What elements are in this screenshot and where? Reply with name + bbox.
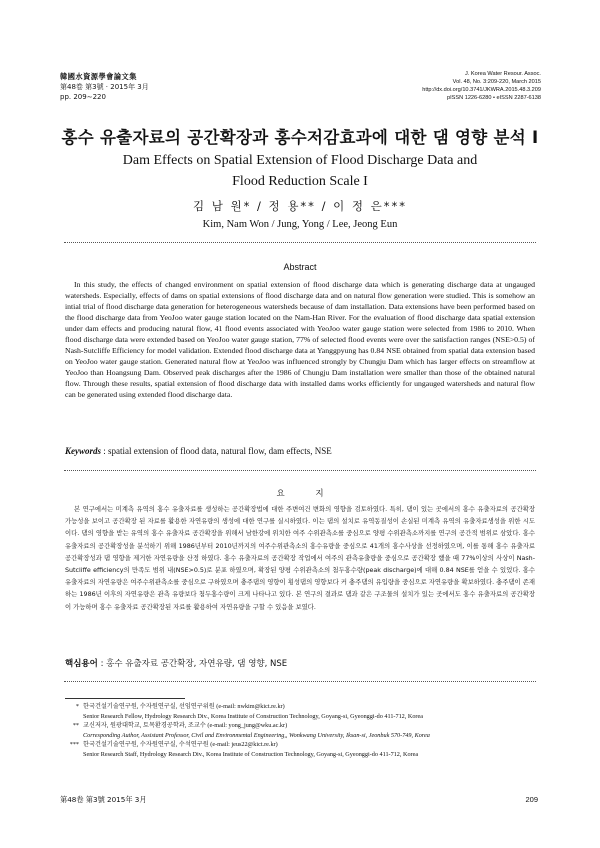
doi-link[interactable]: http://dx.doi.org/10.3741/JKWRA.2015.48.3.209 bbox=[422, 87, 541, 93]
footnote-1-english: Senior Research Fellow, Hydrology Research Div., Korea Institute of Construction Technology, Goyang-si, Gyeonggi-do 411-712, Korea bbox=[83, 712, 423, 720]
keywords-list: spatial extension of flood data, natural flow, dam effects, NSE bbox=[108, 446, 332, 456]
footnote-2 bbox=[65, 721, 545, 731]
keywords-korean-list: 홍수 유출자료 공간확장, 자연유량, 댐 영향, NSE bbox=[106, 659, 288, 669]
title-english-line1: Dam Effects on Spatial Extension of Flood Discharge Data and bbox=[122, 153, 478, 168]
title-english-line2: Flood Reduction Scale I bbox=[232, 174, 368, 189]
footnote-1 bbox=[65, 702, 545, 712]
footnotes bbox=[65, 702, 545, 760]
yoji-body: 본 연구에서는 미계측 유역의 홍수 유출자료를 생성하는 공간확장법에 대한 주변여건 변화의 영향을 검토하였다. 특히, 댐이 있는 곳에서의 홍수 유출자료의 공간확장 가능성을 보이고 공간확장 된 자료를 활용한 자연유량의 생성에 대한 연구를 실시하였다. 이는 댐의 설치로 유역동질성이 손실된 미계측 유역의 유출자료생성을 위한 시도이다. 댐의 영향을 받는 유역의 홍수 유출자료 공간확장을 위해서 남한강에 위치한 여주 수위관측소를 중심으로 양평 수위관측소까지를 연구의 공간적 범위로 삼았다. 홍수 유출자료의 공간확장성을 분석하기 위해 1986년부터 2010년까지의 여주수위관측소의 홍수유량을 중심으로 41개의 홍수사상을 선정하였으며, 이를 통해 홍수 유출자료 공간확장성과 댐 영향을 제거한 자연유량을 산정 하였다. 홍수 유출자료의 공간확장 작업에서 여주의 관측유출량을 중심으로 공간확장 했을 때 77%이상의 사상이 Nash-Sutcliffe efficiency의 만족도 범위 내(NSE>0.5)로 분포 하였으며, 확장된 양평 수위관측소의 첨두홍수량(peak discharge)에 대해 0.84 NSE를 얻을 수 있었다. 홍수 유출자료의 자연유량은 여주수위관측소를 중심으로 구하였으며 충주댐의 영향이 횡성댐의 영향보다 커 충주댐의 유입량을 중심으로 자연유량을 확보하였다. 충주댐이 존재하는 1986년 이후의 자연유량은 관측 유량보다 첨두홍수량이 크게 나타나고 있다. 본 연구의 결과로 댐과 같은 구조물의 설치가 있는 곳에서도 홍수 유출자료의 공간확장이 가능하며 홍수 유출자료 공간확장된 자료를 활용하여 자연유량을 구할 수 있음을 보였다. bbox=[65, 506, 535, 611]
title-korean: 홍수 유출자료의 공간확장과 홍수저감효과에 대한 댐 영향 분석 I bbox=[61, 128, 539, 147]
footer-volume: 第48卷 第3號 2015年 3月 bbox=[60, 795, 147, 804]
footnote-2-mark: ** bbox=[72, 722, 79, 730]
abstract-body: In this study, the effects of changed environment on spatial extension of flood discharge data which is generating discharge data at ungauged watersheds. Especially, effects of dams on spatial extensions of flood discharge data and on natural flow generation were studied. This is somehow an intial trial of flood discharge data generation for heterogeneous watersheds because of dam installation. Data extensions have been performed based on the flood discharge data from YeoJoo water gauge station located on the Nam-Han River. For the evaluation of flood discharge data spatial extension under dam effects and producing natural flow, 41 flood events associated with YeoJoo water gauge station were selected from 1986 to 2010. When flood discharge data were extended based on YeoJoo water gauge station, 77% of selected flood events were over the satisfaction ranges (NSE>0.5) of Nash-Sutcliffe Efficiency for model validation. Extended flood discharge data at Yanggpyung has 0.84 NSE obtained from spatial data extension based on YeoJoo water gauge station. Generated natural flow at YeoJoo was influenced strongly by Chungju Dam which has larger effects on streamflow at YeoJoo than Hoangsung Dam. Observed peak discharges after the 1986 of Chungju Dam installation were smaller than those of the obtained natural flow. Through these results, spatial extension of flood discharge data with installed dams works efficiently for ungauged watersheds and natural flow can be generated using extended flood discharge data. bbox=[65, 280, 535, 399]
keywords-label: Keywords bbox=[65, 446, 101, 456]
divider-top bbox=[64, 242, 536, 243]
abstract-heading: Abstract bbox=[283, 262, 317, 272]
volume-korean: 第48卷 第3號 · 2015年 3月 bbox=[60, 83, 149, 91]
footnote-1-korean: 한국건설기술연구원, 수자원연구실, 선임연구위원 (e-mail: nwkim@kict.re.kr) bbox=[83, 703, 285, 710]
authors-english: Kim, Nam Won / Jung, Yong / Lee, Jeong Eun bbox=[202, 219, 398, 230]
journal-header-korean bbox=[60, 72, 149, 102]
title-english bbox=[0, 150, 600, 192]
divider-bottom bbox=[64, 681, 536, 682]
footnote-2-english: Corresponding Author, Assistant Professor, Civil and Environmental Engineering,, Wonkwang University, Iksan-si, Jeonbuk 570-749, Korea bbox=[83, 731, 430, 739]
journal-header-english bbox=[321, 70, 541, 102]
keywords-korean-separator: : bbox=[100, 659, 107, 669]
footnote-3-korean: 한국건설기술연구원, 수자원연구실, 수석연구원 (e-mail: jeus22@kict.re.kr) bbox=[83, 741, 278, 749]
volume-english: Vol. 48, No. 3:209-220, March 2015 bbox=[452, 79, 541, 85]
divider-middle bbox=[64, 470, 536, 471]
footnote-rule bbox=[65, 698, 185, 699]
footnote-3-english: Senior Research Staff, Hydrology Research Div., Korea Institute of Construction Technology, Goyang-si, Gyeonggi-do 411-712, Korea bbox=[83, 750, 419, 758]
footnote-3-mark: *** bbox=[69, 741, 79, 749]
authors-korean: 김 남 원* / 정 용** / 이 정 은*** bbox=[192, 199, 408, 213]
yoji-heading: 요 지 bbox=[276, 489, 338, 499]
keywords-korean-label: 핵심용어 bbox=[65, 659, 98, 669]
journal-name-english: J. Korea Water Resour. Assoc. bbox=[465, 71, 541, 77]
issn: pISSN 1226-6280 • eISSN 2287-6138 bbox=[446, 95, 541, 101]
keywords-separator: : bbox=[103, 446, 109, 456]
page-range: pp. 209∼220 bbox=[60, 93, 106, 101]
journal-name-korean: 韓國水資源學會論文集 bbox=[60, 72, 137, 81]
keywords-korean bbox=[65, 657, 535, 669]
footnote-3 bbox=[65, 740, 545, 750]
keywords-english bbox=[65, 446, 535, 456]
page-number: 209 bbox=[525, 795, 538, 804]
footnote-1-mark: * bbox=[75, 703, 79, 710]
footnote-2-korean: 교신저자, 원광대학교, 토목환경공학과, 조교수 (e-mail: yong_jung@wku.ac.kr) bbox=[83, 722, 288, 730]
